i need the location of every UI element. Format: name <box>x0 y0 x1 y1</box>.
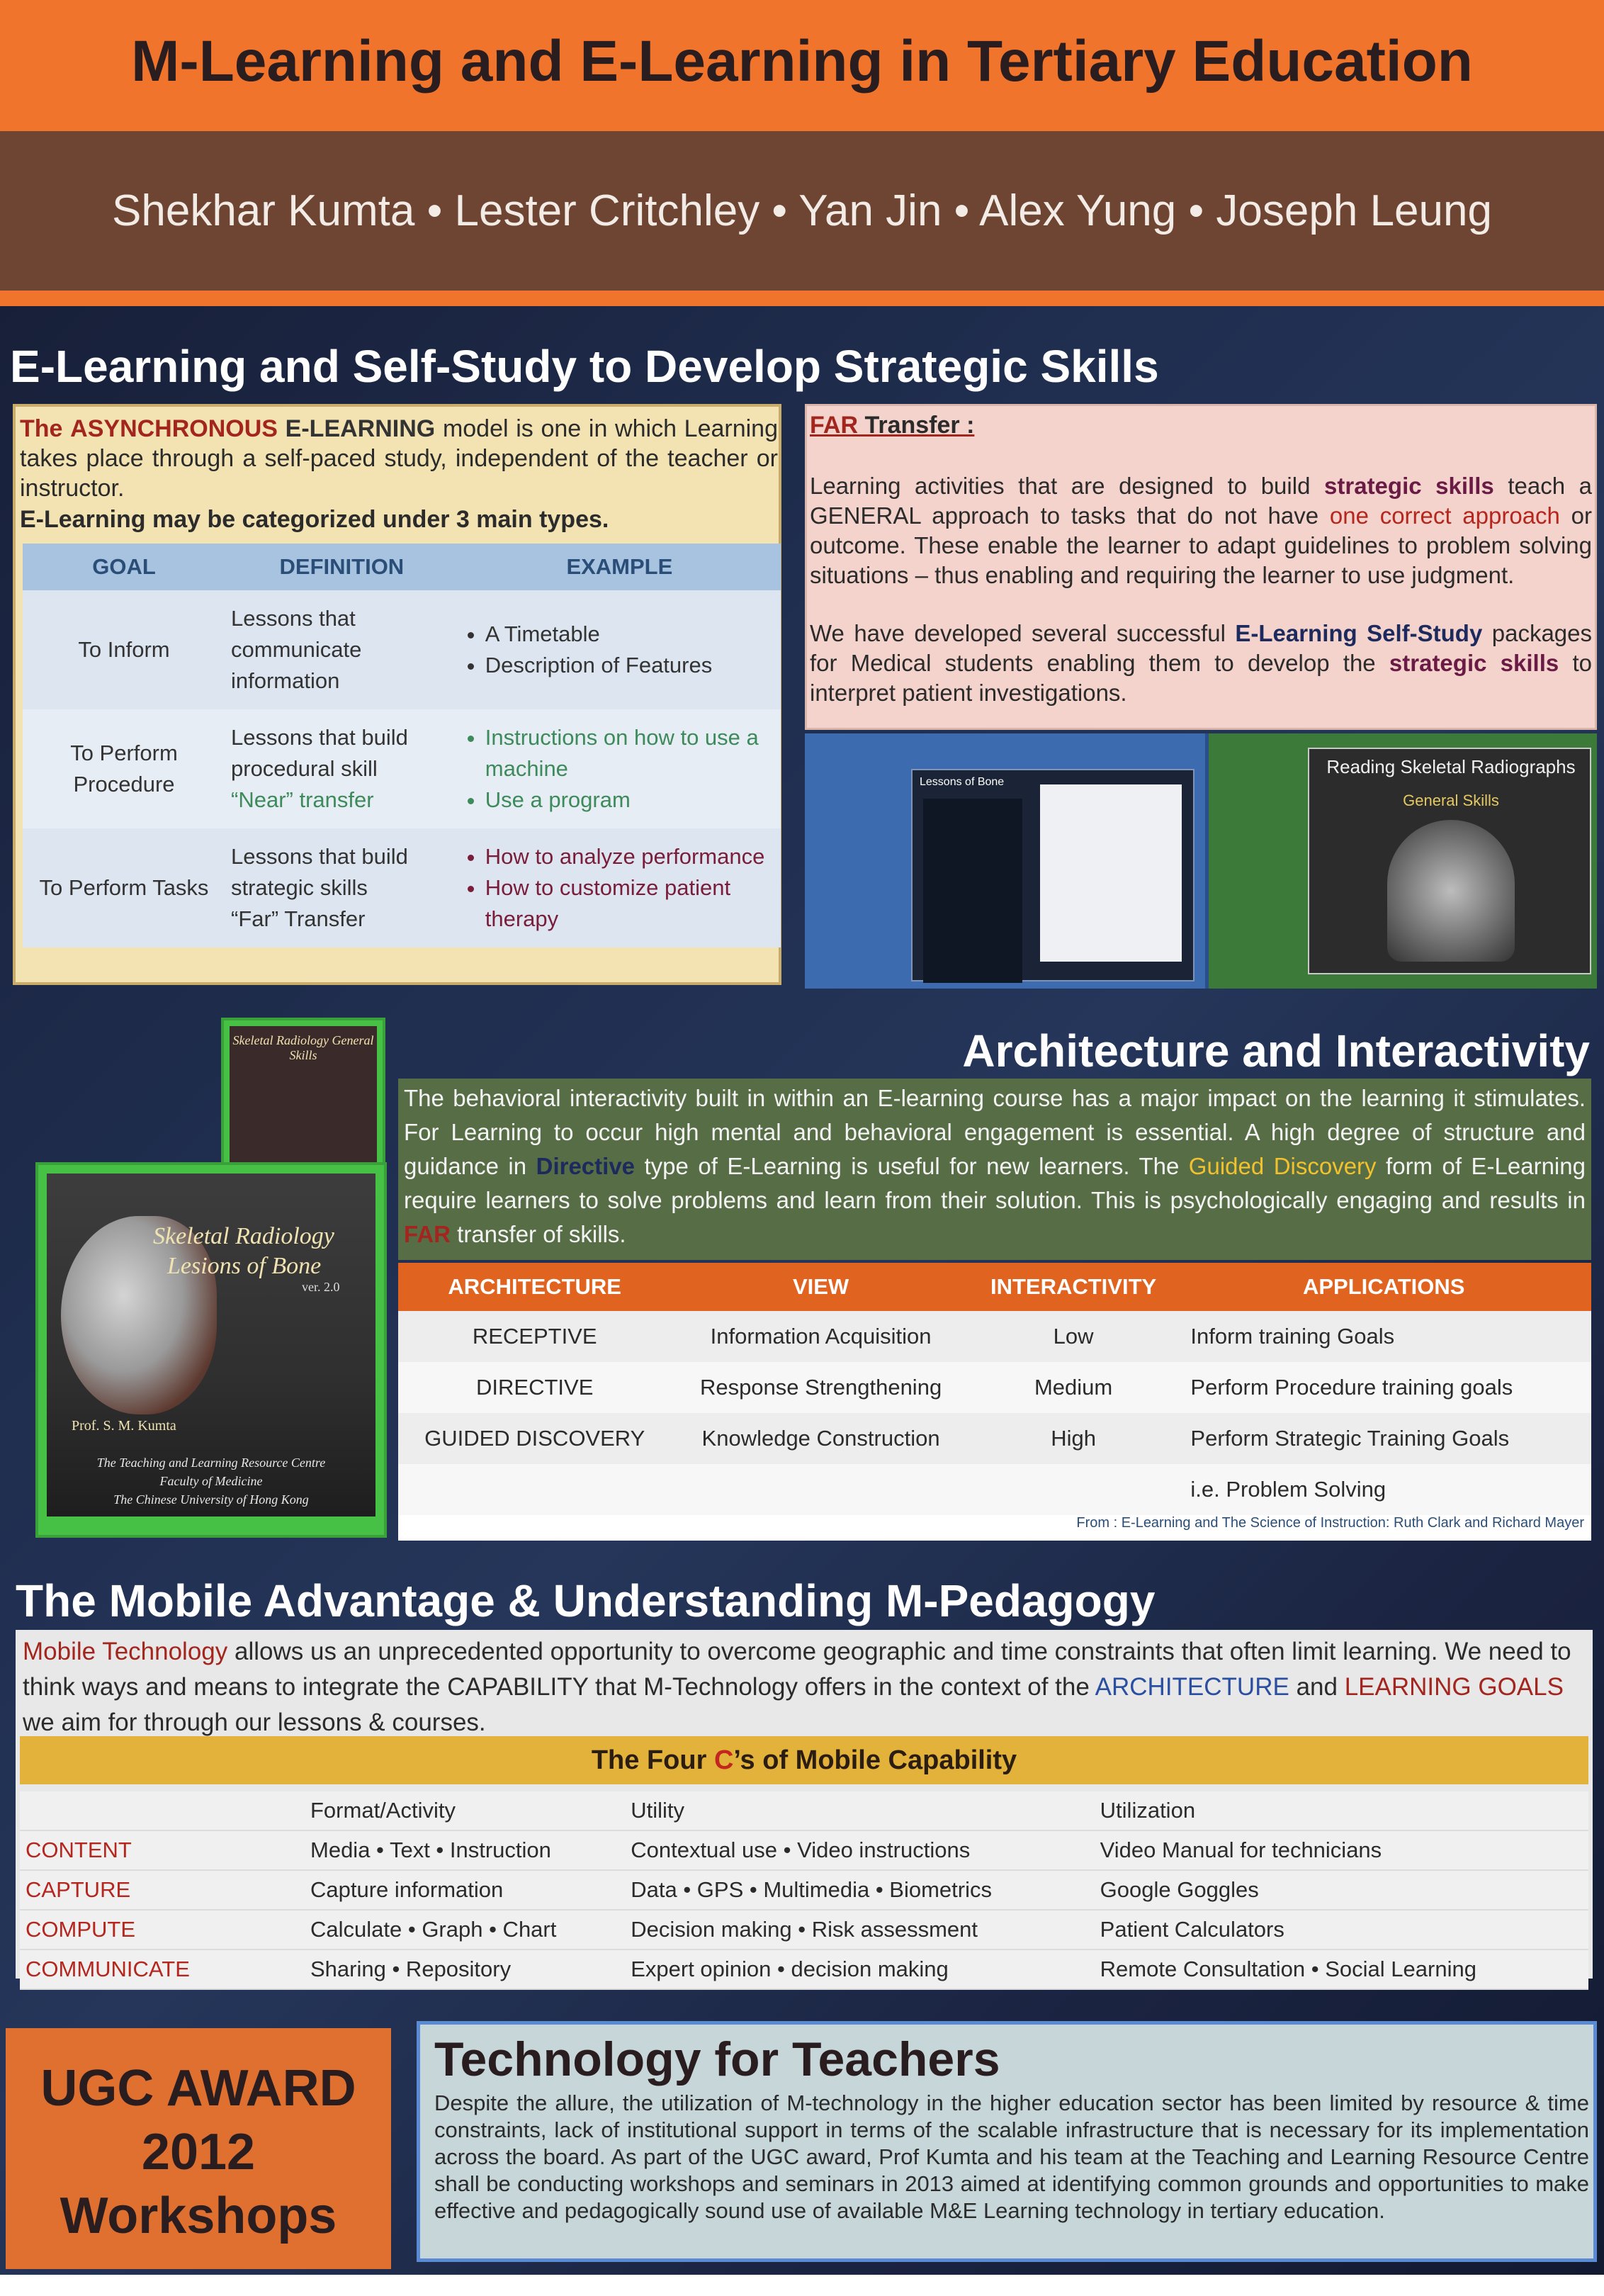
table-row <box>398 1464 1591 1515</box>
async-elearning-box <box>13 404 781 985</box>
lesson-menu-panel <box>923 799 1022 983</box>
definition-cell <box>225 828 458 947</box>
architecture-header: ARCHITECTURE <box>398 1263 671 1311</box>
bottom-margin <box>0 2275 1604 2296</box>
cover-version: ver. 2.0 <box>302 1280 340 1294</box>
example-item: • Instructions on how to use a machine <box>485 722 775 784</box>
example-header: EXAMPLE <box>458 544 781 590</box>
capability-cell: CAPTURE <box>20 1870 310 1910</box>
publisher-line: The Teaching and Learning Resource Centre <box>96 1456 326 1470</box>
table-cell: Video Manual for technicians <box>1100 1830 1588 1870</box>
table-cell: Calculate • Graph • Chart <box>310 1910 630 1949</box>
text-run: Mobile Technology <box>23 1638 228 1665</box>
table-row <box>23 828 781 947</box>
goal-cell: To Perform Procedure <box>23 709 225 828</box>
pelvis-xray-image <box>1387 820 1515 962</box>
teachers-title: Technology for Teachers <box>434 2032 1000 2086</box>
cover-art <box>47 1174 375 1516</box>
architecture-description-box <box>398 1079 1591 1260</box>
definition-header: DEFINITION <box>225 544 458 590</box>
far-paragraph-1 <box>810 471 1592 590</box>
example-item: • Use a program <box>485 784 775 816</box>
text-run: packages for Medical students enabling them to develop the <box>810 620 1592 676</box>
definition-cell <box>225 590 458 709</box>
table-header-cell: Utility <box>630 1791 1099 1830</box>
text-run: The behavioral interactivity built in within an E-learning course has a major impact on the learning it stimulates. For Learning to occur high mental and behavioral engagement is essential. A high degree of structure and guidance in <box>404 1085 1586 1179</box>
capability-cell: CONTENT <box>20 1830 310 1870</box>
table-cell: Sharing • Repository <box>310 1949 630 1989</box>
architecture-description <box>404 1081 1586 1251</box>
lesson-window-caption: Lessons of Bone <box>920 776 1005 788</box>
table-cell: Knowledge Construction <box>671 1413 970 1464</box>
table-cell: Information Acquisition <box>671 1311 970 1362</box>
text-run: C <box>713 1745 734 1775</box>
interactivity-header: INTERACTIVITY <box>971 1263 1177 1311</box>
table-cell: RECEPTIVE <box>398 1311 671 1362</box>
text-run: ’s of Mobile Capability <box>733 1745 1017 1775</box>
text-run: strategic skills <box>1389 650 1559 676</box>
capability-cell: COMMUNICATE <box>20 1949 310 1989</box>
text-run: Learning activities that are designed to build <box>810 473 1311 499</box>
definition-cell <box>225 709 458 828</box>
table-cell: Remote Consultation • Social Learning <box>1100 1949 1588 1989</box>
table-cell: Patient Calculators <box>1100 1910 1588 1949</box>
far-word: FAR <box>810 412 858 439</box>
categories-note: E-Learning may be categorized under 3 main types. <box>20 506 609 533</box>
table-row <box>20 1870 1588 1910</box>
example-item: • Description of Features <box>485 650 775 681</box>
table-row <box>398 1362 1591 1413</box>
table-cell: Perform Strategic Training Goals <box>1176 1413 1591 1464</box>
text-run: form of E-Learning require learners to solve problems and learn from their solution. This is psychologically engaging and results in <box>404 1153 1586 1213</box>
table-cell: i.e. Problem Solving <box>1176 1464 1591 1515</box>
award-line: UGC AWARD <box>40 2060 356 2117</box>
radiograph-title: Reading Skeletal Radiographs <box>1326 756 1576 777</box>
definition-line: Lessons that build <box>231 725 408 750</box>
text-run: to interpret patient investigations. <box>810 650 1593 706</box>
publisher-line: The Chinese University of Hong Kong <box>113 1492 309 1507</box>
table-source: From : E-Learning and The Science of Instruction: Ruth Clark and Richard Mayer <box>1076 1515 1584 1531</box>
award-line: 2012 <box>141 2124 256 2180</box>
lesson-window <box>911 769 1194 981</box>
cover-author: Prof. S. M. Kumta <box>72 1418 176 1434</box>
async-the: The <box>20 415 63 442</box>
section-title-architecture: Architecture and Interactivity <box>962 1025 1590 1076</box>
text-run: The Four <box>591 1745 707 1775</box>
elearning-keyword: E-LEARNING <box>285 415 436 442</box>
four-cs-table <box>20 1791 1588 1990</box>
definition-line: Lessons that communicate <box>231 606 362 662</box>
goal-header: GOAL <box>23 544 225 590</box>
table-cell <box>671 1464 970 1515</box>
table-cell <box>398 1464 671 1515</box>
text-run: we aim for through our lessons & courses. <box>23 1709 486 1736</box>
authors-line: Shekhar Kumta • Lester Critchley • Yan Jin • Alex Yung • Joseph Leung <box>112 186 1492 235</box>
async-keyword: ASYNCHRONOUS <box>70 415 278 442</box>
capability-cell: COMPUTE <box>20 1910 310 1949</box>
text-run: allows us an unprecedented opportunity to overcome geographic and time constraints that often limit learning. We need to think ways and means to integrate the CAPABILITY that M-Technology offers in the context of the <box>23 1638 1571 1701</box>
table-row <box>20 1830 1588 1870</box>
architecture-table <box>398 1263 1591 1515</box>
mobile-description <box>23 1634 1581 1740</box>
award-line: Workshops <box>60 2188 337 2244</box>
table-row <box>23 709 781 828</box>
text-run: transfer of skills. <box>457 1221 626 1247</box>
table-row <box>20 1949 1588 1989</box>
far-paragraph-2 <box>810 619 1592 708</box>
table-cell: Inform training Goals <box>1176 1311 1591 1362</box>
example-cell <box>458 828 781 947</box>
mobile-advantage-box <box>16 1630 1593 1979</box>
section-title-elearning: E-Learning and Self-Study to Develop Strategic Skills <box>10 341 1159 392</box>
table-cell: Capture information <box>310 1870 630 1910</box>
table-cell: High <box>971 1413 1177 1464</box>
skeletal-radiographs-screenshot <box>1209 733 1597 989</box>
radiograph-window <box>1308 748 1591 974</box>
lesions-of-bone-cover <box>35 1162 387 1538</box>
definition-line: “Far” Transfer <box>231 906 366 931</box>
text-run: Directive <box>536 1153 636 1179</box>
table-row <box>398 1413 1591 1464</box>
goal-cell: To Inform <box>23 590 225 709</box>
lessons-of-bone-screenshot <box>805 733 1205 989</box>
table-row <box>20 1910 1588 1949</box>
definition-line: strategic skills <box>231 875 368 900</box>
table-cell: GUIDED DISCOVERY <box>398 1413 671 1464</box>
text-run: and <box>1296 1673 1338 1701</box>
text-run: FAR <box>404 1221 451 1247</box>
cover-small-title: Skeletal Radiology General Skills <box>232 1033 374 1062</box>
transfer-word: Transfer : <box>858 412 975 439</box>
goal-cell: To Perform Tasks <box>23 828 225 947</box>
technology-for-teachers-box <box>417 2021 1597 2262</box>
cover-title-line1: Skeletal Radiology <box>153 1223 334 1249</box>
table-header-cell: Format/Activity <box>310 1791 630 1830</box>
text-run: one correct approach <box>1329 502 1560 529</box>
text-run: ARCHITECTURE <box>1095 1673 1289 1701</box>
header-divider <box>0 291 1604 306</box>
software-screenshots <box>805 733 1597 989</box>
cover-publisher <box>47 1453 375 1509</box>
teachers-description: Despite the allure, the utilization of M-technology in the higher education sector has been limited by resource & time constraints, lack of institutional support in terms of the scalable infrastructure that is necessary for its implementation across the board. As part of the UGC award, Prof Kumta and his team at the Teaching and Learning Resource Centre shall be conducting workshops and seminars in 2013 aimed at identifying common grounds and opportunities to make effective and pedagogically sound use of available M&E Learning technology in tertiary education. <box>434 2090 1589 2223</box>
ugc-award-box <box>6 2028 391 2269</box>
text-run: LEARNING GOALS <box>1344 1673 1564 1701</box>
table-cell: Perform Procedure training goals <box>1176 1362 1591 1413</box>
cover-art <box>230 1026 377 1168</box>
text-run: teach a GENERAL approach to tasks that do not have <box>810 473 1593 529</box>
radiograph-subtitle: General Skills <box>1403 792 1499 809</box>
far-transfer-heading <box>810 412 974 439</box>
award-text <box>6 2056 391 2248</box>
table-header-row <box>20 1791 1588 1830</box>
general-skills-cover <box>221 1018 385 1178</box>
publisher-line: Faculty of Medicine <box>159 1474 263 1488</box>
architecture-table-box <box>398 1263 1591 1541</box>
table-cell: DIRECTIVE <box>398 1362 671 1413</box>
text-run: E-Learning Self-Study <box>1235 620 1483 646</box>
definition-line: Lessons that build <box>231 844 408 869</box>
table-cell: Low <box>971 1311 1177 1362</box>
definition-line: procedural skill <box>231 756 378 781</box>
poster-title: M-Learning and E-Learning in Tertiary Education <box>131 29 1473 94</box>
text-run: We have developed several successful <box>810 620 1226 646</box>
example-cell <box>458 590 781 709</box>
table-row <box>23 590 781 709</box>
async-description <box>20 414 778 503</box>
example-cell <box>458 709 781 828</box>
example-item: • How to customize patient therapy <box>485 872 775 935</box>
table-row <box>398 1311 1591 1362</box>
text-run: strategic skills <box>1324 473 1494 499</box>
view-header: VIEW <box>671 1263 970 1311</box>
table-cell: Response Strengthening <box>671 1362 970 1413</box>
table-cell: Google Goggles <box>1100 1870 1588 1910</box>
far-transfer-box <box>805 404 1597 730</box>
text-run: type of E-Learning is useful for new learners. The <box>644 1153 1180 1179</box>
definition-line: “Near” transfer <box>231 787 374 812</box>
table-cell: Contextual use • Video instructions <box>630 1830 1099 1870</box>
applications-header: APPLICATIONS <box>1176 1263 1591 1311</box>
table-cell: Media • Text • Instruction <box>310 1830 630 1870</box>
text-run: or outcome. These enable the learner to adapt guidelines to problem solving situations – thus enabling and requiring the learner to use judgment. <box>810 502 1593 588</box>
four-cs-banner <box>20 1736 1588 1784</box>
goal-table <box>23 544 781 947</box>
example-item: • How to analyze performance <box>485 841 775 872</box>
table-cell <box>20 1791 310 1830</box>
table-header-cell: Utilization <box>1100 1791 1588 1830</box>
table-cell: Expert opinion • decision making <box>630 1949 1099 1989</box>
table-cell <box>971 1464 1177 1515</box>
table-cell: Decision making • Risk assessment <box>630 1910 1099 1949</box>
lesson-intro-card <box>1040 784 1182 962</box>
cover-title-line2: Lesions of Bone <box>167 1253 322 1279</box>
table-cell: Data • GPS • Multimedia • Biometrics <box>630 1870 1099 1910</box>
section-title-mobile: The Mobile Advantage & Understanding M-Pedagogy <box>16 1575 1156 1626</box>
definition-line: information <box>231 668 340 693</box>
async-rest: model is one in which Learning takes place through a self-paced study, independent of the teacher or instructor. <box>20 415 779 502</box>
table-cell: Medium <box>971 1362 1177 1413</box>
example-item: • A Timetable <box>485 619 775 650</box>
text-run: Guided Discovery <box>1188 1153 1377 1179</box>
